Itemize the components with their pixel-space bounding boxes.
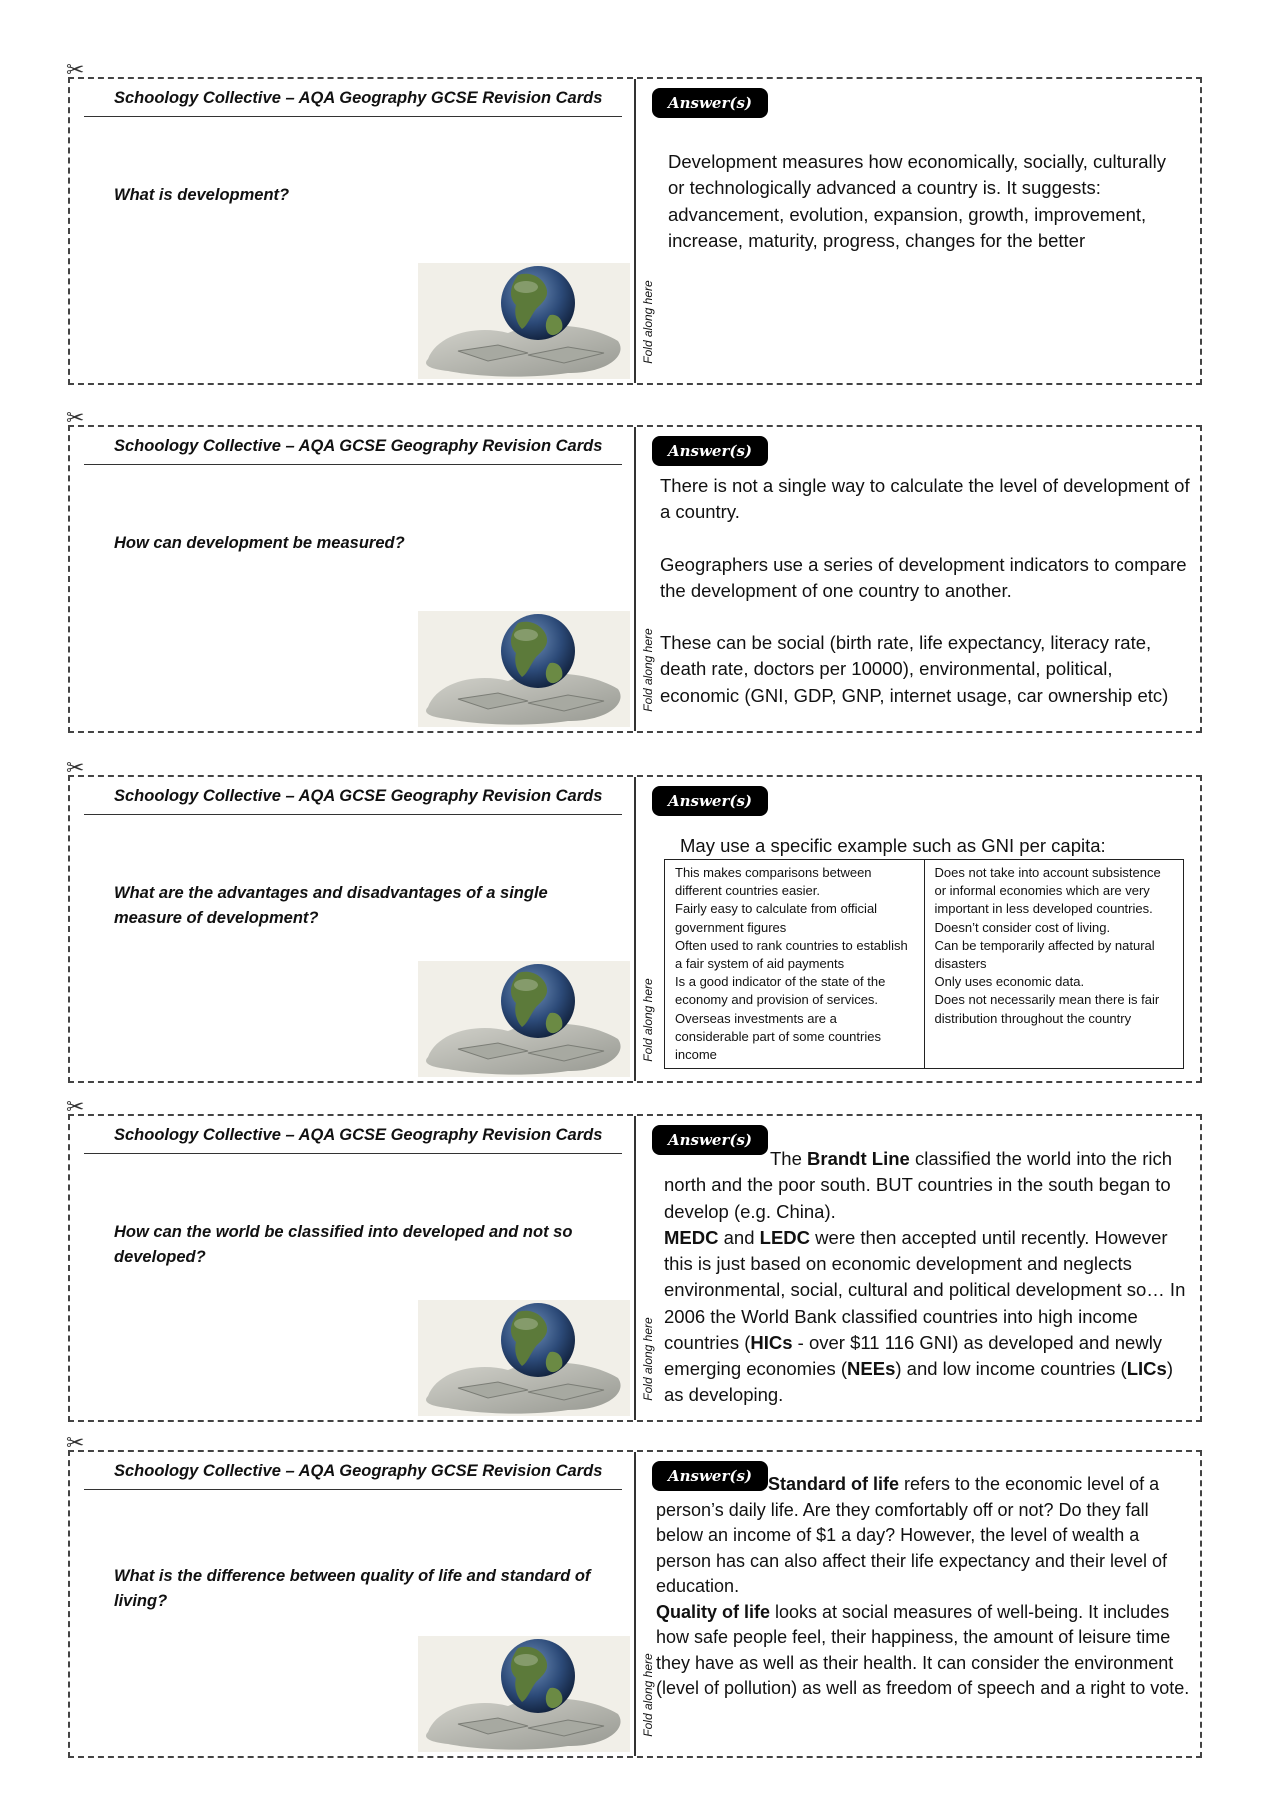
card-header: Schoology Collective – AQA GCSE Geography Revision Cards (84, 1126, 622, 1154)
globe-money-image (418, 263, 630, 379)
fold-line-label: Fold along here (641, 280, 655, 364)
card-header: Schoology Collective – AQA GCSE Geography Revision Cards (84, 787, 622, 815)
revision-card-5 (66, 1430, 1202, 1758)
globe-money-image (418, 961, 630, 1077)
question-text: What is development? (114, 186, 290, 204)
answer-text: There is not a single way to calculate the level of development of a country. Geographers use a series of development indicators to compare the development of one country to another. These can be social (birth rate, life expectancy, literacy rate, death rate, doctors per 10000), environmental, political, economic (GNI, GDP, GNP, internet usage, car ownership etc) (660, 475, 1190, 706)
scissors-icon: ✂ (66, 57, 85, 82)
revision-card-4 (66, 1094, 1202, 1422)
card-header: Schoology Collective – AQA GCSE Geography Revision Cards (84, 437, 622, 465)
question-side (70, 1116, 636, 1420)
fold-line-label: Fold along here (641, 978, 655, 1062)
scissors-icon: ✂ (66, 405, 85, 430)
globe-money-image (418, 611, 630, 727)
question-text: What are the advantages and disadvantages of a single measure of development? (114, 884, 548, 927)
question-text: How can the world be classified into developed and not so developed? (114, 1223, 573, 1266)
advantages-column: This makes comparisons between different countries easier. Fairly easy to calculate from official government figures Often used to rank countries to establish a fair system of aid payments Is a good indicator of the state of the economy and provision of services. Overseas investments are a considerable part of some countries income (665, 860, 925, 1069)
table-title: May use a specific example such as GNI per capita: (680, 835, 1106, 856)
scissors-icon: ✂ (66, 1430, 85, 1455)
comparison-table (664, 835, 1184, 1069)
answer-badge: Answer(s) (652, 1125, 768, 1155)
fold-line-label: Fold along here (641, 1653, 655, 1737)
question-text: What is the difference between quality of life and standard of living? (114, 1567, 591, 1610)
answer-badge: Answer(s) (652, 436, 768, 466)
answer-badge: Answer(s) (652, 88, 768, 118)
revision-card-2 (66, 405, 1202, 733)
card-header: Schoology Collective – AQA Geography GCSE Revision Cards (84, 89, 622, 117)
globe-money-image (418, 1636, 630, 1752)
answer-badge: Answer(s) (652, 786, 768, 816)
fold-line-label: Fold along here (641, 1317, 655, 1401)
answer-text: Standard of life refers to the economic level of a person’s daily life. Are they comfortably off or not? Do they fall below an income of $1 a day? However, the level of wealth a person has can also affect their life expectancy and their level of education. Quality of life looks at social measures of well-being. It includes how safe people feel, their happiness, the amount of leisure time they have as well as their health. It can consider the environment (level of pollution) as well as freedom of speech and a right to vote. (656, 1474, 1190, 1699)
question-text: How can development be measured? (114, 534, 405, 552)
revision-card-1 (66, 57, 1202, 385)
fold-line-label: Fold along here (641, 628, 655, 712)
question-side (70, 79, 636, 383)
card-header: Schoology Collective – AQA Geography GCSE Revision Cards (84, 1462, 622, 1490)
scissors-icon: ✂ (66, 755, 85, 780)
answer-text: Development measures how economically, socially, culturally or technologically advanced a country is. It suggests: advancement, evolution, expansion, growth, improvement, increase, maturity, progress, changes for the better (668, 151, 1166, 251)
globe-money-image (418, 1300, 630, 1416)
disadvantages-column: Does not take into account subsistence or informal economies which are very important in less developed countries. Doesn’t consider cost of living. Can be temporarily affected by natural disasters Only uses economic data. Does not necessarily mean there is fair distribution throughout the country (924, 860, 1184, 1069)
question-side (70, 1452, 636, 1756)
question-side (70, 427, 636, 731)
scissors-icon: ✂ (66, 1094, 85, 1119)
answer-badge: Answer(s) (652, 1461, 768, 1491)
question-side (70, 777, 636, 1081)
answer-text: The Brandt Line classified the world into the rich north and the poor south. BUT countries in the south began to develop (e.g. China). MEDC and LEDC were then accepted until recently. However this is just based on economic development and neglects environmental, social, cultural and political development so… In 2006 the World Bank classified countries into high income countries (HICs - over $11 116 GNI) as developed and newly emerging economies (NEEs) and low income countries (LICs) as developing. (664, 1148, 1186, 1406)
revision-card-3 (66, 755, 1202, 1083)
